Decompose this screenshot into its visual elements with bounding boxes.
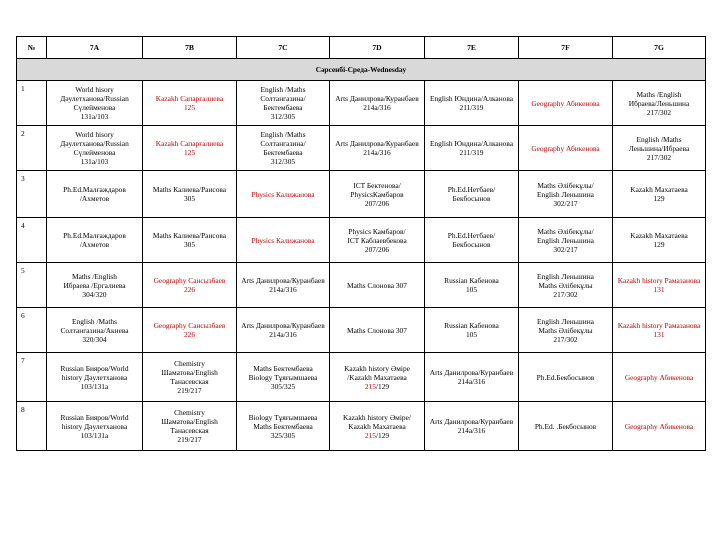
- cell-text-line: 305: [183, 240, 196, 249]
- cell-text-line: Kazakh Махатаева: [630, 231, 688, 240]
- cell-text-line: English /Maths: [260, 85, 306, 94]
- cell-text-line: English Леньшина: [537, 316, 594, 326]
- lesson-row: [17, 126, 706, 171]
- lesson-row: [17, 218, 706, 263]
- cell-text-line: 214а/316: [457, 426, 486, 435]
- cell-text-line: 226: [183, 330, 196, 339]
- lesson-cell: [330, 402, 425, 451]
- cell-text-line: 305: [183, 194, 196, 203]
- cell-text-line: history Дәулетханова: [61, 372, 128, 382]
- cell-text-line: 105: [465, 330, 478, 339]
- lesson-row: [17, 308, 706, 353]
- cell-text-line: Geography Сансызбаев: [153, 321, 226, 330]
- cell-text-line: 217/302: [646, 152, 672, 162]
- cell-text-line: World hisory: [75, 85, 114, 94]
- cell-text-line: Biology Тұяғымшаева: [248, 412, 318, 422]
- lesson-number: 2: [17, 126, 47, 171]
- cell-text-line: 125: [183, 103, 196, 112]
- lesson-cell: [237, 126, 330, 171]
- cell-text-line: Maths Әлібекұлы: [538, 325, 593, 335]
- cell-text-line: 131: [653, 330, 665, 339]
- lesson-cell: [330, 171, 425, 218]
- lesson-cell: [613, 402, 706, 451]
- cell-text-line: /Ахметов: [79, 240, 110, 249]
- cell-text-line: Maths /English: [636, 89, 682, 99]
- header-row: [17, 37, 706, 59]
- cell-text-line: 304/320: [82, 289, 107, 299]
- cell-text-line: [332, 364, 422, 373]
- cell-text-line: 325/305: [270, 430, 296, 440]
- lesson-number: 3: [17, 171, 47, 218]
- cell-text-line: Arts Данилрова/Куранбаев: [241, 321, 325, 330]
- lesson-number: 4: [17, 218, 47, 263]
- cell-text-line: English /Maths: [72, 316, 117, 326]
- header-class: 7C: [237, 37, 330, 59]
- cell-text-line: Сүлейменова: [73, 103, 116, 112]
- cell-text-line: Ибраева/Леньшина: [628, 98, 690, 108]
- cell-text-line: 226: [183, 285, 196, 294]
- cell-text-part: Kazakh history Әміре: [344, 363, 410, 373]
- cell-text-line: English Юндина/Алканова: [429, 139, 514, 148]
- day-header-row: [17, 59, 706, 81]
- lesson-cell: [330, 218, 425, 263]
- cell-text-line: Russian Бияров/World: [60, 412, 129, 422]
- cell-text-line: Biology Тұяғымшаева: [248, 372, 318, 382]
- lesson-row: [17, 353, 706, 402]
- cell-text-line: World hisory: [75, 130, 114, 139]
- cell-text-line: Geography Абикенова: [531, 98, 600, 108]
- cell-text-line: [332, 382, 422, 391]
- cell-text-line: Geography Сансызбаев: [153, 276, 226, 285]
- cell-text-line: Сүлейменова: [73, 148, 116, 157]
- lesson-cell: [613, 353, 706, 402]
- cell-text-line: English Леньшина: [537, 235, 594, 245]
- lesson-cell: [237, 218, 330, 263]
- day-label: Сәрсенбі-Среда-Wednesday: [17, 59, 706, 81]
- cell-text-line: Ибраева /Ергалиева: [63, 280, 126, 290]
- schedule-table: [16, 36, 706, 451]
- lesson-row: [17, 81, 706, 126]
- lesson-cell: [425, 402, 519, 451]
- cell-text-line: Леньшина/Ибраева: [628, 143, 690, 153]
- cell-text-line: Maths Калиева/Раисова: [152, 185, 227, 194]
- lesson-cell: [237, 402, 330, 451]
- cell-text-line: English /Maths: [260, 130, 306, 139]
- cell-text-line: English Леньшина: [537, 271, 594, 281]
- cell-text-line: Ph.Ed. .Бекбосынов: [534, 421, 597, 431]
- cell-text-line: Maths Слонова 307: [347, 325, 407, 335]
- cell-text-line: 214а/316: [269, 285, 297, 294]
- lesson-cell: [613, 81, 706, 126]
- header-class: 7F: [519, 37, 613, 59]
- lesson-cell: [519, 218, 613, 263]
- cell-text-line: Kazakh history Рамазанова: [617, 276, 701, 285]
- lesson-cell: [519, 263, 613, 308]
- cell-text-line: Бектембаева: [263, 148, 303, 157]
- cell-text-line: Kazakh Сапарғалиева: [155, 139, 224, 148]
- cell-text-line: 305/325: [270, 381, 296, 391]
- lesson-cell: [519, 353, 613, 402]
- lesson-cell: [143, 171, 237, 218]
- cell-text-line: Солтангазина/: [260, 94, 306, 103]
- cell-text-line: Kazakh Сапарғалиева: [155, 94, 224, 103]
- cell-text-line: [332, 413, 422, 422]
- header-class: 7A: [47, 37, 143, 59]
- lesson-cell: [143, 126, 237, 171]
- lesson-cell: [330, 126, 425, 171]
- cell-text-line: 320/304: [82, 334, 107, 344]
- cell-text-line: Дәулетханова/Russian: [60, 94, 129, 103]
- lesson-cell: [47, 171, 143, 218]
- cell-text-line: Бектембаева: [263, 103, 303, 112]
- lesson-cell: [143, 218, 237, 263]
- lesson-cell: [425, 353, 519, 402]
- cell-text-line: Шаматова/English: [161, 368, 218, 377]
- lesson-cell: [613, 171, 706, 218]
- cell-text-line: /Ахметов: [79, 194, 110, 203]
- lesson-row: [17, 402, 706, 451]
- cell-text-line: Maths Әлібекұлы/: [537, 180, 594, 190]
- lesson-number: 6: [17, 308, 47, 353]
- cell-text-line: ICT Бектенова/: [353, 180, 401, 190]
- cell-text-line: Geography Абикенова: [531, 143, 600, 153]
- lesson-number: 5: [17, 263, 47, 308]
- lesson-cell: [143, 263, 237, 308]
- lesson-cell: [237, 263, 330, 308]
- lesson-row: [17, 263, 706, 308]
- lesson-cell: [47, 126, 143, 171]
- lesson-cell: [613, 308, 706, 353]
- cell-text-part: Kazakh Махатаева: [348, 421, 406, 431]
- cell-text-line: 219/217: [177, 386, 202, 395]
- cell-text-line: Geography Абикенова: [624, 372, 694, 382]
- cell-text-line: Arts Данилрова/Куранбаев: [241, 276, 325, 285]
- cell-text-line: Maths Слонова 307: [347, 280, 407, 290]
- cell-text-line: English Леньшина: [537, 189, 594, 199]
- cell-text-line: 129: [653, 240, 665, 249]
- cell-text-line: English Юндина/Алканова: [429, 94, 514, 103]
- lesson-cell: [47, 308, 143, 353]
- cell-text-line: Ph.Ed.Нетбаев/: [447, 231, 496, 240]
- header-class: 7D: [330, 37, 425, 59]
- lesson-cell: [143, 308, 237, 353]
- lesson-cell: [47, 81, 143, 126]
- lesson-cell: [237, 308, 330, 353]
- cell-text-line: PhysicsКамбаров: [350, 189, 404, 199]
- lesson-cell: [519, 126, 613, 171]
- header-class: 7G: [613, 37, 706, 59]
- lesson-cell: [425, 81, 519, 126]
- cell-text-part: /129: [375, 381, 390, 391]
- cell-text-line: Maths Әлібекұлы: [538, 280, 593, 290]
- cell-text-line: Ph.Ed.Малғаждаров: [63, 185, 126, 194]
- cell-text-line: Ph.Ed.Малғаждаров: [63, 231, 126, 240]
- cell-text-line: 217/302: [553, 289, 578, 299]
- cell-text-line: 211/319: [459, 148, 484, 157]
- cell-text-line: Бекбосынов: [452, 240, 491, 249]
- cell-text-line: 214а/316: [363, 148, 391, 157]
- cell-text-line: Kazakh Махатаева: [630, 185, 688, 194]
- cell-text-part: /129: [375, 430, 390, 440]
- lesson-number: 7: [17, 353, 47, 402]
- cell-text-line: Шаматова/English: [161, 417, 218, 426]
- header-class: 7E: [425, 37, 519, 59]
- cell-text-line: Geography Абикенова: [624, 421, 694, 431]
- cell-text-line: Russian Кабенова: [444, 276, 499, 285]
- lesson-row: [17, 171, 706, 218]
- lesson-cell: [237, 81, 330, 126]
- cell-text-line: 312/305: [270, 112, 296, 121]
- cell-text-line: 211/319: [459, 103, 484, 112]
- cell-text-line: 103/131а: [80, 381, 109, 391]
- cell-text-line: English /Maths: [636, 134, 682, 144]
- lesson-cell: [613, 126, 706, 171]
- cell-text-line: Arts Данилрова/Куранбаев: [429, 417, 514, 426]
- cell-text-line: Physics Калижанова: [251, 235, 315, 245]
- cell-text-line: 105: [465, 285, 478, 294]
- lesson-cell: [425, 308, 519, 353]
- cell-text-line: 207/206: [364, 198, 390, 208]
- cell-text-line: 207/206: [364, 244, 390, 254]
- cell-text-line: Chemistry: [174, 359, 205, 368]
- lesson-cell: [519, 308, 613, 353]
- cell-text-part: Kazakh history Әміре/: [343, 412, 411, 422]
- lesson-cell: [425, 126, 519, 171]
- cell-text-line: Ph.Ed.Бекбосынов: [536, 372, 595, 382]
- cell-text-line: Arts Данилрова/Куранбаев: [429, 368, 514, 377]
- cell-text-line: 131а/103: [80, 112, 109, 121]
- cell-text-line: Maths Калиева/Раисова: [152, 231, 227, 240]
- cell-text-line: 302/217: [553, 198, 578, 208]
- cell-text-line: [332, 422, 422, 431]
- cell-text-line: 302/217: [553, 244, 578, 254]
- cell-text-line: 217/302: [553, 334, 578, 344]
- cell-text-line: Танаcевская: [170, 377, 209, 386]
- lesson-cell: [47, 218, 143, 263]
- cell-text-line: [332, 373, 422, 382]
- cell-text-line: Maths Әлібекұлы/: [537, 226, 594, 236]
- cell-text-line: 131а/103: [80, 157, 109, 166]
- cell-text-part: 215: [364, 381, 376, 391]
- lesson-cell: [47, 402, 143, 451]
- lesson-cell: [237, 171, 330, 218]
- lesson-number: 1: [17, 81, 47, 126]
- lesson-cell: [47, 353, 143, 402]
- cell-text-line: 214а/316: [269, 330, 297, 339]
- lesson-cell: [613, 218, 706, 263]
- lesson-cell: [425, 218, 519, 263]
- lesson-cell: [519, 81, 613, 126]
- cell-text-line: [332, 431, 422, 440]
- cell-text-line: Дәулетханова/Russian: [60, 139, 129, 148]
- cell-text-line: 217/302: [646, 107, 672, 117]
- cell-text-line: 125: [183, 148, 196, 157]
- cell-text-line: Physics Калижанова: [251, 189, 315, 199]
- cell-text-line: Russian Бияров/World: [60, 363, 129, 373]
- cell-text-line: Kazakh history Рамазанова: [617, 321, 701, 330]
- cell-text-line: ICT Каблаевбекова: [347, 235, 407, 245]
- lesson-cell: [143, 402, 237, 451]
- lesson-cell: [330, 353, 425, 402]
- cell-text-line: 214а/316: [457, 377, 486, 386]
- cell-text-line: Maths Бектембаева: [253, 363, 313, 373]
- header-class: 7B: [143, 37, 237, 59]
- cell-text-line: Russian Кабенова: [444, 321, 499, 330]
- lesson-cell: [330, 81, 425, 126]
- cell-text-line: Maths Бектембаева: [253, 421, 313, 431]
- lesson-cell: [425, 263, 519, 308]
- lesson-cell: [237, 353, 330, 402]
- lesson-cell: [425, 171, 519, 218]
- cell-text-line: 219/217: [177, 435, 202, 444]
- cell-text-line: 214а/316: [363, 103, 391, 112]
- cell-text-line: Солтангазина/: [260, 139, 306, 148]
- cell-text-line: Chemistry: [174, 408, 205, 417]
- cell-text-line: 103/131а: [80, 430, 109, 440]
- cell-text-part: /Kazakh Махатаева: [347, 372, 407, 382]
- lesson-number: 8: [17, 402, 47, 451]
- lesson-cell: [519, 402, 613, 451]
- lesson-cell: [143, 353, 237, 402]
- cell-text-line: Maths /English: [72, 271, 117, 281]
- cell-text-line: Бекбосынов: [452, 194, 491, 203]
- cell-text-line: Physics Камбаров/: [348, 226, 406, 236]
- cell-text-line: Танаcевская: [170, 426, 209, 435]
- lesson-cell: [330, 308, 425, 353]
- lesson-cell: [143, 81, 237, 126]
- cell-text-part: 215: [364, 430, 376, 440]
- cell-text-line: 131: [653, 285, 665, 294]
- cell-text-line: history Дәулетханова: [61, 421, 128, 431]
- cell-text-line: Arts Данилрова/Куранбаев: [335, 139, 419, 148]
- cell-text-line: Солтангазина/Акиева: [60, 325, 129, 335]
- lesson-cell: [613, 263, 706, 308]
- cell-text-line: Ph.Ed.Нетбаев/: [447, 185, 496, 194]
- lesson-cell: [519, 171, 613, 218]
- cell-text-line: 312/305: [270, 157, 296, 166]
- lesson-cell: [47, 263, 143, 308]
- lesson-cell: [330, 263, 425, 308]
- cell-text-line: Arts Данилрова/Куранбаев: [335, 94, 419, 103]
- cell-text-line: 129: [653, 194, 665, 203]
- header-num: №: [17, 37, 47, 59]
